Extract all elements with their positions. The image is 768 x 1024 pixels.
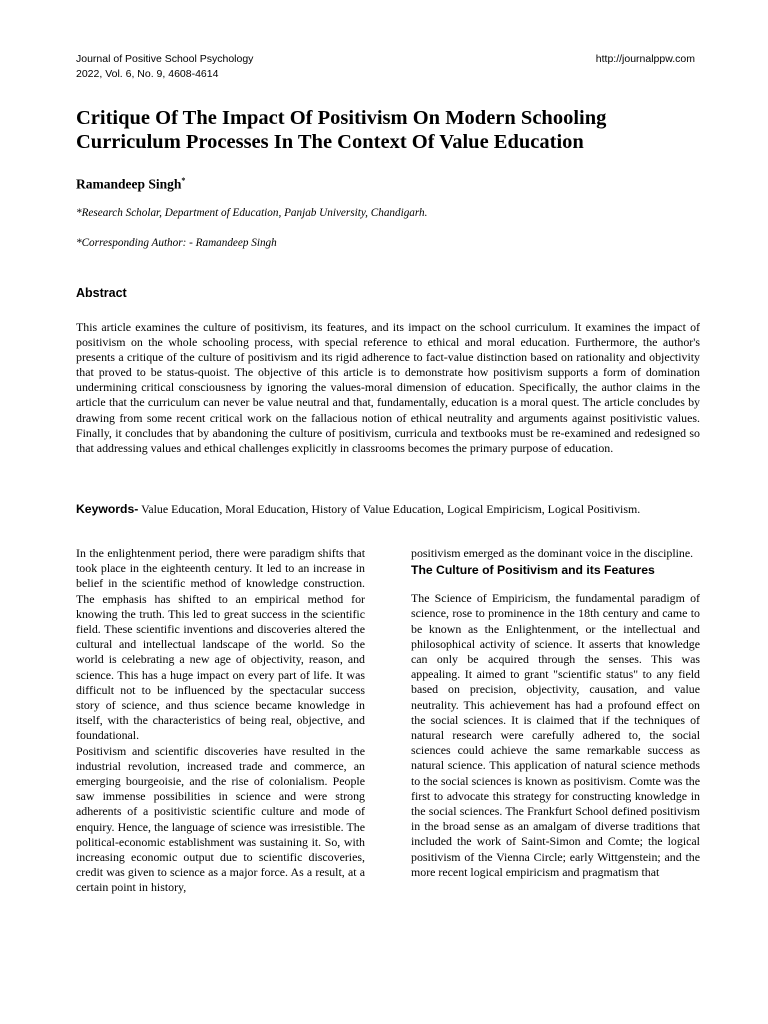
keywords-label: Keywords- — [76, 502, 139, 516]
author-mark: * — [181, 176, 186, 185]
author-line — [76, 172, 185, 194]
abstract-heading: Abstract — [76, 286, 127, 300]
body-column-right — [411, 546, 700, 880]
body-paragraph: Positivism and scientific discoveries have resulted in the industrial revolution, increased trade and commerce, an emerging bourgeoisie, and the rise of colonialism. People saw immense possibilities in science and were strong adherents of a positivistic scientific culture and mode of enquiry. Hence, the language of science was irresistible. The political-economic establishment was sustaining it. So, with increasing economic output due to scientific discoveries, credit was given to science as a major force. As a result, at a certain point in history, — [76, 743, 365, 895]
body-column-left — [76, 546, 365, 896]
paper-title: Critique Of The Impact Of Positivism On Modern Schooling Curriculum Processes In The Context Of Value Education — [76, 107, 607, 153]
body-paragraph: In the enlightenment period, there were paradigm shifts that took place in the eighteenth century. It led to an increase in belief in the scientific method of knowledge construction. The emphasis has shifted to an empirical method for knowing the truth. This led to great success in the scientific field. These scientific inventions and discoveries altered the cultural and intellectual landscape of the world. So the world is celebrating a new age of objectivity, reason, and science. This has a huge impact on every part of life. It was difficult not to be influenced by the spectacular success story of science, and thus science became knowledge in itself, with the characteristics of being real, objective, and foundational. — [76, 546, 365, 743]
affiliation: *Research Scholar, Department of Education, Panjab University, Chandigarh. — [76, 207, 428, 219]
journal-issue: 2022, Vol. 6, No. 9, 4608-4614 — [76, 68, 219, 80]
body-paragraph: positivism emerged as the dominant voice in the discipline. — [411, 546, 694, 560]
corresponding-author: *Corresponding Author: - Ramandeep Singh — [76, 237, 277, 249]
section-heading: The Culture of Positivism and its Features — [411, 563, 655, 578]
journal-header — [76, 52, 253, 82]
keywords — [76, 502, 700, 517]
journal-name: Journal of Positive School Psychology — [76, 53, 254, 65]
author-name: Ramandeep Singh — [76, 176, 182, 192]
keywords-text: Value Education, Moral Education, History of Value Education, Logical Empiricism, Logical Positivism. — [141, 502, 641, 516]
abstract-text: This article examines the culture of positivism, its features, and its impact on the school curriculum. It examines the impact of positivism on the whole schooling process, with special reference to ethical and moral education. Furthermore, the author's presents a critique of the culture of positivism and its rigid adherence to fact-value distinction based on rationality and objectivity that proved to be status-quoist. The objective of this article is to demonstrate how positivism supports a form of domination undermining critical consciousness by ignoring the values-moral dimension of education. Specifically, the author claims in the article that the curriculum can never be value neutral and that, fundamentally, education is a moral quest. The article concludes by drawing from some recent critical work on the fallacious notion of ethical neutrality and arguments against positivistic values. Finally, it concludes that by abandoning the culture of positivism, curricula and textbooks must be re-examined and redesigned so that addressing values and ethical challenges explicitly in classrooms becomes the primary purpose of education. — [76, 320, 700, 455]
body-paragraph: The Science of Empiricism, the fundamental paradigm of science, rose to prominence in the 18th century and came to be known as the Enlightenment, or the intellectual and philosophical activity of science. It asserts that knowledge can only be acquired through the senses. This was appealing. It aimed to grant "scientific status" to any field based on precision, objectivity, causation, and value neutrality. This achievement has had a profound effect on the social sciences. It is claimed that if the techniques of natural research were carefully adhered to, the social sciences could achieve the same remarkable success as natural science. This application of natural science methods to the social sciences is known as positivism. Comte was the first to advocate this strategy for constructing knowledge in the social sciences. The Frankfurt School defined positivism in the broad sense as an amalgam of diverse traditions that included the work of Saint-Simon and Comte; the logical positivism of the Vienna Circle; early Wittgenstein; and the more recent logical empiricism and pragmatism that — [411, 591, 700, 879]
journal-url[interactable]: http://journalppw.com — [595, 53, 695, 65]
